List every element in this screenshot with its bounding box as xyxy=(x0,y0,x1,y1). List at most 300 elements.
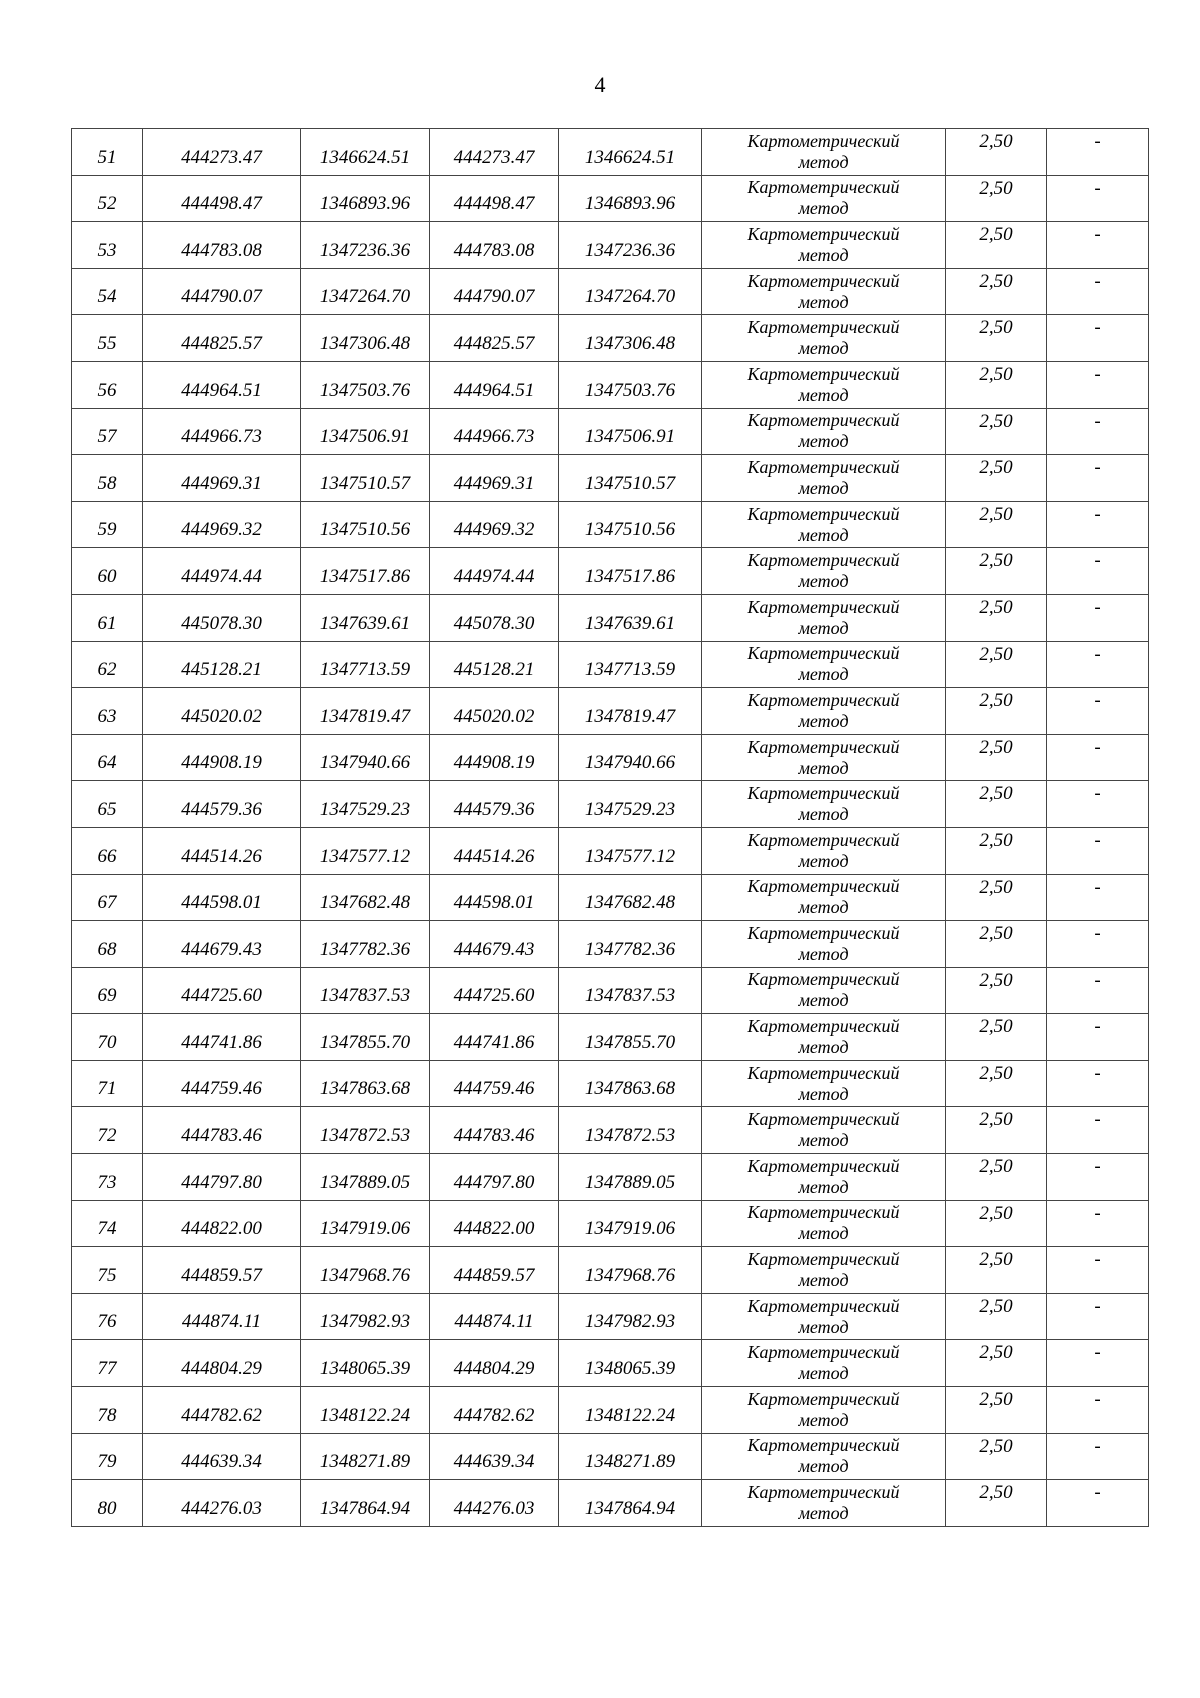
method-cell xyxy=(702,1107,946,1154)
table-row xyxy=(72,361,1149,408)
y-new-cell: 1347982.93 xyxy=(559,1293,702,1340)
method-line-1: Картометрический xyxy=(747,596,900,617)
y-old-cell: 1347713.59 xyxy=(301,641,430,688)
y-new-cell: 1347639.61 xyxy=(559,594,702,641)
accuracy-cell: 2,50 xyxy=(946,268,1047,315)
method-cell xyxy=(702,594,946,641)
x-old-cell: 444969.32 xyxy=(143,501,301,548)
x-old-cell: 444741.86 xyxy=(143,1014,301,1061)
x-new-cell: 444276.03 xyxy=(430,1480,559,1527)
accuracy-cell: 2,50 xyxy=(946,1014,1047,1061)
method-line-1: Картометрический xyxy=(747,1342,900,1363)
note-cell: - xyxy=(1047,222,1149,269)
note-cell: - xyxy=(1047,1433,1149,1480)
table-row xyxy=(72,408,1149,455)
point-number-cell: 80 xyxy=(72,1480,143,1527)
table-row xyxy=(72,1200,1149,1247)
note-cell: - xyxy=(1047,175,1149,222)
x-old-cell: 444598.01 xyxy=(143,874,301,921)
accuracy-cell: 2,50 xyxy=(946,315,1047,362)
method-line-1: Картометрический xyxy=(747,643,900,664)
y-old-cell: 1347819.47 xyxy=(301,688,430,735)
table-row xyxy=(72,1247,1149,1294)
y-new-cell: 1347782.36 xyxy=(559,921,702,968)
method-line-2: метод xyxy=(798,1270,849,1291)
method-line-2: метод xyxy=(798,617,849,638)
method-line-1: Картометрический xyxy=(747,550,900,571)
accuracy-cell: 2,50 xyxy=(946,827,1047,874)
method-cell xyxy=(702,641,946,688)
accuracy-cell: 2,50 xyxy=(946,129,1047,176)
x-old-cell: 444639.34 xyxy=(143,1433,301,1480)
method-line-1: Картометрический xyxy=(747,969,900,990)
method-line-2: метод xyxy=(798,571,849,592)
method-cell xyxy=(702,548,946,595)
accuracy-cell: 2,50 xyxy=(946,967,1047,1014)
method-line-1: Картометрический xyxy=(747,177,900,198)
method-line-1: Картометрический xyxy=(747,363,900,384)
accuracy-cell: 2,50 xyxy=(946,1340,1047,1387)
x-old-cell: 444822.00 xyxy=(143,1200,301,1247)
y-old-cell: 1347919.06 xyxy=(301,1200,430,1247)
y-old-cell: 1347864.94 xyxy=(301,1480,430,1527)
method-line-2: метод xyxy=(798,151,849,172)
table-row xyxy=(72,1293,1149,1340)
y-new-cell: 1347819.47 xyxy=(559,688,702,735)
method-line-2: метод xyxy=(798,524,849,545)
y-old-cell: 1347855.70 xyxy=(301,1014,430,1061)
point-number-cell: 68 xyxy=(72,921,143,968)
x-old-cell: 444579.36 xyxy=(143,781,301,828)
y-new-cell: 1347864.94 xyxy=(559,1480,702,1527)
y-old-cell: 1347236.36 xyxy=(301,222,430,269)
accuracy-cell: 2,50 xyxy=(946,1480,1047,1527)
x-new-cell: 444825.57 xyxy=(430,315,559,362)
method-line-2: метод xyxy=(798,384,849,405)
x-old-cell: 444273.47 xyxy=(143,129,301,176)
y-new-cell: 1347919.06 xyxy=(559,1200,702,1247)
method-line-2: метод xyxy=(798,1456,849,1477)
table-row xyxy=(72,827,1149,874)
x-old-cell: 444725.60 xyxy=(143,967,301,1014)
x-new-cell: 444822.00 xyxy=(430,1200,559,1247)
method-line-2: метод xyxy=(798,710,849,731)
y-old-cell: 1346893.96 xyxy=(301,175,430,222)
y-new-cell: 1348271.89 xyxy=(559,1433,702,1480)
y-new-cell: 1347577.12 xyxy=(559,827,702,874)
y-old-cell: 1348065.39 xyxy=(301,1340,430,1387)
point-number-cell: 79 xyxy=(72,1433,143,1480)
note-cell: - xyxy=(1047,688,1149,735)
y-old-cell: 1347577.12 xyxy=(301,827,430,874)
method-line-1: Картометрический xyxy=(747,1295,900,1316)
point-number-cell: 56 xyxy=(72,361,143,408)
method-line-1: Картометрический xyxy=(747,689,900,710)
accuracy-cell: 2,50 xyxy=(946,921,1047,968)
x-new-cell: 445078.30 xyxy=(430,594,559,641)
method-line-2: метод xyxy=(798,477,849,498)
accuracy-cell: 2,50 xyxy=(946,501,1047,548)
y-old-cell: 1347863.68 xyxy=(301,1060,430,1107)
x-old-cell: 444859.57 xyxy=(143,1247,301,1294)
x-old-cell: 444974.44 xyxy=(143,548,301,595)
method-line-1: Картометрический xyxy=(747,1435,900,1456)
table-row xyxy=(72,688,1149,735)
method-line-2: метод xyxy=(798,198,849,219)
method-line-1: Картометрический xyxy=(747,1016,900,1037)
point-number-cell: 72 xyxy=(72,1107,143,1154)
note-cell: - xyxy=(1047,734,1149,781)
method-cell xyxy=(702,129,946,176)
method-cell xyxy=(702,501,946,548)
method-line-1: Картометрический xyxy=(747,922,900,943)
x-new-cell: 444783.46 xyxy=(430,1107,559,1154)
table-row xyxy=(72,315,1149,362)
y-new-cell: 1347713.59 xyxy=(559,641,702,688)
y-new-cell: 1347510.57 xyxy=(559,455,702,502)
x-old-cell: 444514.26 xyxy=(143,827,301,874)
method-cell xyxy=(702,268,946,315)
note-cell: - xyxy=(1047,455,1149,502)
point-number-cell: 64 xyxy=(72,734,143,781)
x-new-cell: 444741.86 xyxy=(430,1014,559,1061)
note-cell: - xyxy=(1047,1387,1149,1434)
point-number-cell: 78 xyxy=(72,1387,143,1434)
table-row xyxy=(72,594,1149,641)
point-number-cell: 51 xyxy=(72,129,143,176)
x-new-cell: 445020.02 xyxy=(430,688,559,735)
method-cell xyxy=(702,1340,946,1387)
y-new-cell: 1348122.24 xyxy=(559,1387,702,1434)
method-line-2: метод xyxy=(798,1037,849,1058)
table-row xyxy=(72,175,1149,222)
table-row xyxy=(72,268,1149,315)
y-new-cell: 1347889.05 xyxy=(559,1154,702,1201)
x-new-cell: 444639.34 xyxy=(430,1433,559,1480)
x-old-cell: 444964.51 xyxy=(143,361,301,408)
x-old-cell: 444969.31 xyxy=(143,455,301,502)
accuracy-cell: 2,50 xyxy=(946,1200,1047,1247)
method-line-2: метод xyxy=(798,897,849,918)
point-number-cell: 67 xyxy=(72,874,143,921)
accuracy-cell: 2,50 xyxy=(946,641,1047,688)
method-line-1: Картометрический xyxy=(747,1482,900,1503)
accuracy-cell: 2,50 xyxy=(946,1107,1047,1154)
table-row xyxy=(72,734,1149,781)
y-new-cell: 1347517.86 xyxy=(559,548,702,595)
point-number-cell: 66 xyxy=(72,827,143,874)
method-cell xyxy=(702,315,946,362)
x-new-cell: 444514.26 xyxy=(430,827,559,874)
y-new-cell: 1347236.36 xyxy=(559,222,702,269)
y-new-cell: 1347968.76 xyxy=(559,1247,702,1294)
y-old-cell: 1347506.91 xyxy=(301,408,430,455)
table-body xyxy=(72,129,1149,1527)
method-cell xyxy=(702,361,946,408)
x-new-cell: 444273.47 xyxy=(430,129,559,176)
y-old-cell: 1348122.24 xyxy=(301,1387,430,1434)
method-line-2: метод xyxy=(798,291,849,312)
method-line-1: Картометрический xyxy=(747,410,900,431)
table-row xyxy=(72,781,1149,828)
point-number-cell: 55 xyxy=(72,315,143,362)
method-line-1: Картометрический xyxy=(747,1155,900,1176)
y-old-cell: 1347982.93 xyxy=(301,1293,430,1340)
x-old-cell: 445078.30 xyxy=(143,594,301,641)
method-line-1: Картометрический xyxy=(747,503,900,524)
table-row xyxy=(72,1480,1149,1527)
point-number-cell: 61 xyxy=(72,594,143,641)
method-line-2: метод xyxy=(798,1409,849,1430)
note-cell: - xyxy=(1047,594,1149,641)
note-cell: - xyxy=(1047,1480,1149,1527)
method-line-2: метод xyxy=(798,1083,849,1104)
table-row xyxy=(72,921,1149,968)
method-cell xyxy=(702,408,946,455)
page-number: 4 xyxy=(594,72,606,97)
accuracy-cell: 2,50 xyxy=(946,222,1047,269)
x-new-cell: 444790.07 xyxy=(430,268,559,315)
x-old-cell: 445020.02 xyxy=(143,688,301,735)
note-cell: - xyxy=(1047,1247,1149,1294)
method-cell xyxy=(702,175,946,222)
point-number-cell: 59 xyxy=(72,501,143,548)
y-new-cell: 1347529.23 xyxy=(559,781,702,828)
note-cell: - xyxy=(1047,1340,1149,1387)
x-old-cell: 444790.07 xyxy=(143,268,301,315)
note-cell: - xyxy=(1047,1014,1149,1061)
method-cell xyxy=(702,1200,946,1247)
note-cell: - xyxy=(1047,315,1149,362)
x-new-cell: 444782.62 xyxy=(430,1387,559,1434)
note-cell: - xyxy=(1047,874,1149,921)
note-cell: - xyxy=(1047,827,1149,874)
note-cell: - xyxy=(1047,1107,1149,1154)
x-old-cell: 444759.46 xyxy=(143,1060,301,1107)
note-cell: - xyxy=(1047,1060,1149,1107)
method-line-1: Картометрический xyxy=(747,456,900,477)
y-old-cell: 1347306.48 xyxy=(301,315,430,362)
accuracy-cell: 2,50 xyxy=(946,1433,1047,1480)
note-cell: - xyxy=(1047,268,1149,315)
x-new-cell: 444859.57 xyxy=(430,1247,559,1294)
note-cell: - xyxy=(1047,408,1149,455)
table-row xyxy=(72,1387,1149,1434)
accuracy-cell: 2,50 xyxy=(946,1387,1047,1434)
method-line-1: Картометрический xyxy=(747,783,900,804)
x-new-cell: 444966.73 xyxy=(430,408,559,455)
point-number-cell: 63 xyxy=(72,688,143,735)
x-old-cell: 444276.03 xyxy=(143,1480,301,1527)
point-number-cell: 70 xyxy=(72,1014,143,1061)
y-old-cell: 1347872.53 xyxy=(301,1107,430,1154)
y-new-cell: 1348065.39 xyxy=(559,1340,702,1387)
table-row xyxy=(72,1340,1149,1387)
table-row xyxy=(72,1014,1149,1061)
table-row xyxy=(72,455,1149,502)
method-cell xyxy=(702,1387,946,1434)
x-old-cell: 444966.73 xyxy=(143,408,301,455)
method-line-2: метод xyxy=(798,244,849,265)
table-row xyxy=(72,548,1149,595)
point-number-cell: 54 xyxy=(72,268,143,315)
y-old-cell: 1347682.48 xyxy=(301,874,430,921)
y-new-cell: 1347264.70 xyxy=(559,268,702,315)
accuracy-cell: 2,50 xyxy=(946,781,1047,828)
y-old-cell: 1347889.05 xyxy=(301,1154,430,1201)
point-number-cell: 73 xyxy=(72,1154,143,1201)
accuracy-cell: 2,50 xyxy=(946,1247,1047,1294)
x-old-cell: 444804.29 xyxy=(143,1340,301,1387)
y-new-cell: 1346893.96 xyxy=(559,175,702,222)
x-old-cell: 444908.19 xyxy=(143,734,301,781)
y-new-cell: 1347506.91 xyxy=(559,408,702,455)
x-old-cell: 444679.43 xyxy=(143,921,301,968)
y-old-cell: 1347968.76 xyxy=(301,1247,430,1294)
y-new-cell: 1346624.51 xyxy=(559,129,702,176)
method-line-2: метод xyxy=(798,757,849,778)
point-number-cell: 53 xyxy=(72,222,143,269)
table-row xyxy=(72,501,1149,548)
table-row xyxy=(72,1154,1149,1201)
method-line-1: Картометрический xyxy=(747,130,900,151)
y-old-cell: 1346624.51 xyxy=(301,129,430,176)
method-line-1: Картометрический xyxy=(747,1062,900,1083)
method-line-1: Картометрический xyxy=(747,1388,900,1409)
y-old-cell: 1347639.61 xyxy=(301,594,430,641)
note-cell: - xyxy=(1047,1200,1149,1247)
x-new-cell: 444579.36 xyxy=(430,781,559,828)
method-cell xyxy=(702,1247,946,1294)
x-old-cell: 444498.47 xyxy=(143,175,301,222)
note-cell: - xyxy=(1047,129,1149,176)
method-cell xyxy=(702,874,946,921)
x-old-cell: 444825.57 xyxy=(143,315,301,362)
x-old-cell: 444797.80 xyxy=(143,1154,301,1201)
x-new-cell: 444725.60 xyxy=(430,967,559,1014)
x-new-cell: 444759.46 xyxy=(430,1060,559,1107)
point-number-cell: 57 xyxy=(72,408,143,455)
accuracy-cell: 2,50 xyxy=(946,408,1047,455)
method-line-2: метод xyxy=(798,1363,849,1384)
y-new-cell: 1347855.70 xyxy=(559,1014,702,1061)
y-new-cell: 1347863.68 xyxy=(559,1060,702,1107)
note-cell: - xyxy=(1047,1154,1149,1201)
method-cell xyxy=(702,921,946,968)
method-line-1: Картометрический xyxy=(747,270,900,291)
method-line-2: метод xyxy=(798,338,849,359)
note-cell: - xyxy=(1047,921,1149,968)
method-line-2: метод xyxy=(798,990,849,1011)
method-cell xyxy=(702,1014,946,1061)
accuracy-cell: 2,50 xyxy=(946,1154,1047,1201)
y-old-cell: 1347940.66 xyxy=(301,734,430,781)
table-row xyxy=(72,967,1149,1014)
x-new-cell: 444974.44 xyxy=(430,548,559,595)
method-cell xyxy=(702,455,946,502)
note-cell: - xyxy=(1047,1293,1149,1340)
method-line-1: Картометрический xyxy=(747,223,900,244)
x-new-cell: 444679.43 xyxy=(430,921,559,968)
method-line-1: Картометрический xyxy=(747,829,900,850)
method-cell xyxy=(702,967,946,1014)
y-new-cell: 1347682.48 xyxy=(559,874,702,921)
accuracy-cell: 2,50 xyxy=(946,688,1047,735)
accuracy-cell: 2,50 xyxy=(946,455,1047,502)
method-line-2: метод xyxy=(798,804,849,825)
note-cell: - xyxy=(1047,361,1149,408)
y-new-cell: 1347306.48 xyxy=(559,315,702,362)
method-cell xyxy=(702,1480,946,1527)
point-number-cell: 60 xyxy=(72,548,143,595)
note-cell: - xyxy=(1047,501,1149,548)
y-old-cell: 1347510.56 xyxy=(301,501,430,548)
method-line-2: метод xyxy=(798,1223,849,1244)
method-cell xyxy=(702,781,946,828)
point-number-cell: 52 xyxy=(72,175,143,222)
x-old-cell: 445128.21 xyxy=(143,641,301,688)
note-cell: - xyxy=(1047,641,1149,688)
table-row xyxy=(72,222,1149,269)
point-number-cell: 75 xyxy=(72,1247,143,1294)
y-old-cell: 1347529.23 xyxy=(301,781,430,828)
method-line-2: метод xyxy=(798,850,849,871)
method-line-1: Картометрический xyxy=(747,1202,900,1223)
method-line-2: метод xyxy=(798,943,849,964)
note-cell: - xyxy=(1047,967,1149,1014)
y-old-cell: 1347837.53 xyxy=(301,967,430,1014)
point-number-cell: 58 xyxy=(72,455,143,502)
y-old-cell: 1347510.57 xyxy=(301,455,430,502)
method-line-2: метод xyxy=(798,431,849,452)
x-old-cell: 444783.08 xyxy=(143,222,301,269)
point-number-cell: 77 xyxy=(72,1340,143,1387)
method-cell xyxy=(702,222,946,269)
point-number-cell: 69 xyxy=(72,967,143,1014)
y-new-cell: 1347503.76 xyxy=(559,361,702,408)
method-line-1: Картометрический xyxy=(747,317,900,338)
point-number-cell: 65 xyxy=(72,781,143,828)
accuracy-cell: 2,50 xyxy=(946,1293,1047,1340)
point-number-cell: 71 xyxy=(72,1060,143,1107)
accuracy-cell: 2,50 xyxy=(946,594,1047,641)
method-cell xyxy=(702,1433,946,1480)
point-number-cell: 74 xyxy=(72,1200,143,1247)
x-old-cell: 444782.62 xyxy=(143,1387,301,1434)
x-new-cell: 445128.21 xyxy=(430,641,559,688)
accuracy-cell: 2,50 xyxy=(946,1060,1047,1107)
method-line-1: Картометрический xyxy=(747,1109,900,1130)
table-row xyxy=(72,129,1149,176)
method-cell xyxy=(702,734,946,781)
x-new-cell: 444969.32 xyxy=(430,501,559,548)
y-new-cell: 1347940.66 xyxy=(559,734,702,781)
x-new-cell: 444797.80 xyxy=(430,1154,559,1201)
accuracy-cell: 2,50 xyxy=(946,361,1047,408)
table-row xyxy=(72,1433,1149,1480)
method-line-1: Картометрический xyxy=(747,876,900,897)
table-row xyxy=(72,641,1149,688)
method-cell xyxy=(702,827,946,874)
y-old-cell: 1347503.76 xyxy=(301,361,430,408)
x-new-cell: 444804.29 xyxy=(430,1340,559,1387)
note-cell: - xyxy=(1047,548,1149,595)
accuracy-cell: 2,50 xyxy=(946,874,1047,921)
y-old-cell: 1347782.36 xyxy=(301,921,430,968)
y-new-cell: 1347837.53 xyxy=(559,967,702,1014)
x-new-cell: 444783.08 xyxy=(430,222,559,269)
y-new-cell: 1347510.56 xyxy=(559,501,702,548)
